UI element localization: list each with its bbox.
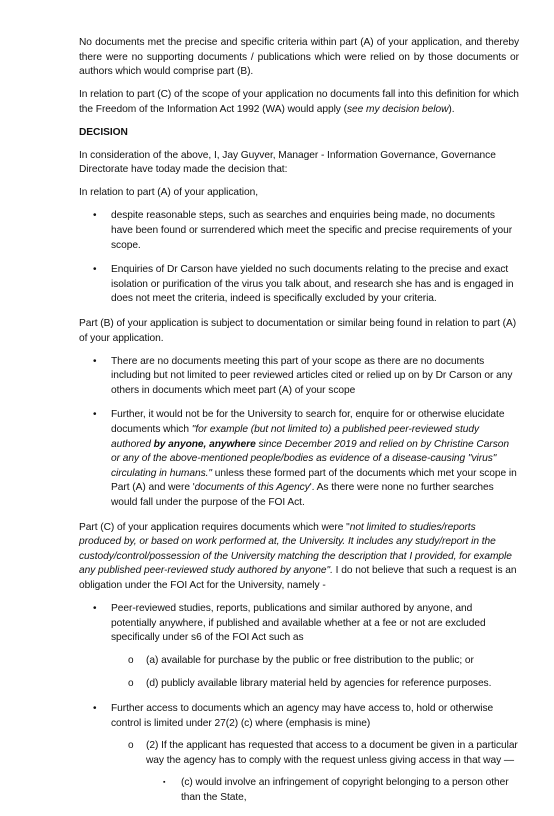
paragraph-part-c xyxy=(79,521,519,594)
bullet-icon: • xyxy=(93,702,97,714)
list-item-text: Enquiries of Dr Carson have yielded no such documents relating to the precise and exact isolation or purification of the virus you talk about, and research she has and is engaged in does not meet the criteria, indeed is specifically excluded by your criteria. xyxy=(111,264,514,305)
paragraph-part-a-intro: In relation to part (A) of your application, xyxy=(79,187,259,199)
text-span: ). xyxy=(448,103,455,115)
text-span: unless these formed part of the documents which met your scope in Part (A) and were ' xyxy=(111,467,517,494)
list-item-text: Further access to documents which an agency may have access to, hold or otherwise control is limited under 27(2) (c) where (emphasis is mine) xyxy=(111,702,494,729)
sub-sub-list xyxy=(146,776,519,805)
bullet-icon: • xyxy=(93,264,97,276)
sub-list xyxy=(111,654,519,692)
text-span: Further, it would not be for the University to search for, enquire for or otherwise elucidate documents which xyxy=(111,409,505,435)
part-b-bullet-list xyxy=(79,355,519,511)
sub-list-item-text: (a) available for purchase by the public or free distribution to the public; or xyxy=(146,654,474,666)
italic-quote: "for example (but not limited to) a published peer-reviewed study authored xyxy=(111,423,480,450)
text-span: Part (C) of your application requires documents which were " xyxy=(79,521,350,533)
italic-term: documents of this Agency xyxy=(194,482,310,494)
list-item-text: Peer-reviewed studies, reports, publications and similar authored by anyone, and potentially anywhere, if published and available whether at a fee or not are excluded specifically under s6 of the FOI Act such as xyxy=(111,603,486,644)
decision-heading: DECISION xyxy=(79,126,128,138)
bullet-icon: • xyxy=(93,355,97,367)
list-item xyxy=(79,602,519,692)
bullet-icon: • xyxy=(93,210,97,222)
bullet-icon: • xyxy=(93,603,97,614)
circle-bullet-icon: o xyxy=(128,654,134,666)
list-item-text: despite reasonable steps, such as searches and enquiries being made, no documents have been found or surrendered which meet the specific and precise requirements of your scope. xyxy=(111,210,513,251)
square-bullet-icon: ▪ xyxy=(163,779,166,787)
sub-list-item xyxy=(111,654,519,669)
italic-reference: see my decision below xyxy=(346,103,449,115)
circle-bullet-icon: o xyxy=(128,678,134,690)
part-a-bullet-list xyxy=(79,209,519,307)
sub-list-item-text: (2) If the applicant has requested that access to a document be given in a particular way the agency has to comply with the request unless giving access in that way — xyxy=(146,740,518,766)
paragraph-no-documents: No documents met the precise and specific criteria within part (A) of your application, and thereby there were no supporting documents / publications which were relied on by those documents or authors which would comprise part (B). xyxy=(79,37,519,78)
sub-sub-list-item xyxy=(146,776,519,805)
paragraph-consideration: In consideration of the above, I, Jay Guyver, Manager - Information Governance, Governance Directorate have today made the decision that: xyxy=(79,149,496,176)
sub-list xyxy=(111,739,519,805)
list-item xyxy=(79,263,519,307)
sub-list-item xyxy=(111,739,519,805)
italic-quote: not limited to studies/reports produced by, or based on work performed at, the University. It includes any study/report in the custody/control/possession of the University matching the description that I provided, for example any published peer-reviewed study authored by anyone". xyxy=(79,521,512,577)
document-page xyxy=(79,36,519,816)
sub-list-item-text: (d) publicly available library material held by agencies for reference purposes. xyxy=(146,678,492,690)
list-item xyxy=(79,355,519,399)
sub-list-item xyxy=(111,677,519,692)
bold-italic-emphasis: by anyone, anywhere xyxy=(153,438,256,450)
text-span: '. As there were none no further searches would fall under the purpose of the FOI Act. xyxy=(111,482,494,508)
text-span: I do not believe that such a request is an obligation under the FOI Act for the University, namely - xyxy=(79,565,517,591)
paragraph-part-c-scope xyxy=(79,88,519,117)
list-item xyxy=(79,209,519,253)
list-item-text: There are no documents meeting this part of your scope as there are no documents including but not limited to peer reviewed articles cited or relied up on by Dr Carson or any others in documents which meet part (A) of your scope xyxy=(111,355,513,396)
part-c-bullet-list xyxy=(79,602,519,806)
paragraph-part-b: Part (B) of your application is subject to documentation or similar being found in relation to part (A) of your application. xyxy=(79,317,517,344)
list-item xyxy=(79,408,519,510)
bullet-icon: • xyxy=(93,409,97,421)
italic-quote: since December 2019 and relied on by Christine Carson or any of the above-mentioned people/bodies as evidence of a disease-causing "virus" circulating in humans." xyxy=(111,438,509,479)
circle-bullet-icon: o xyxy=(128,740,134,752)
sub-sub-list-item-text: (c) would involve an infringement of copyright belonging to a person other than the State, xyxy=(181,777,509,803)
text-span: In relation to part (C) of the scope of your application no documents fall into this definition for which the Freedom of the Information Act 1992 (WA) would apply ( xyxy=(79,89,519,115)
